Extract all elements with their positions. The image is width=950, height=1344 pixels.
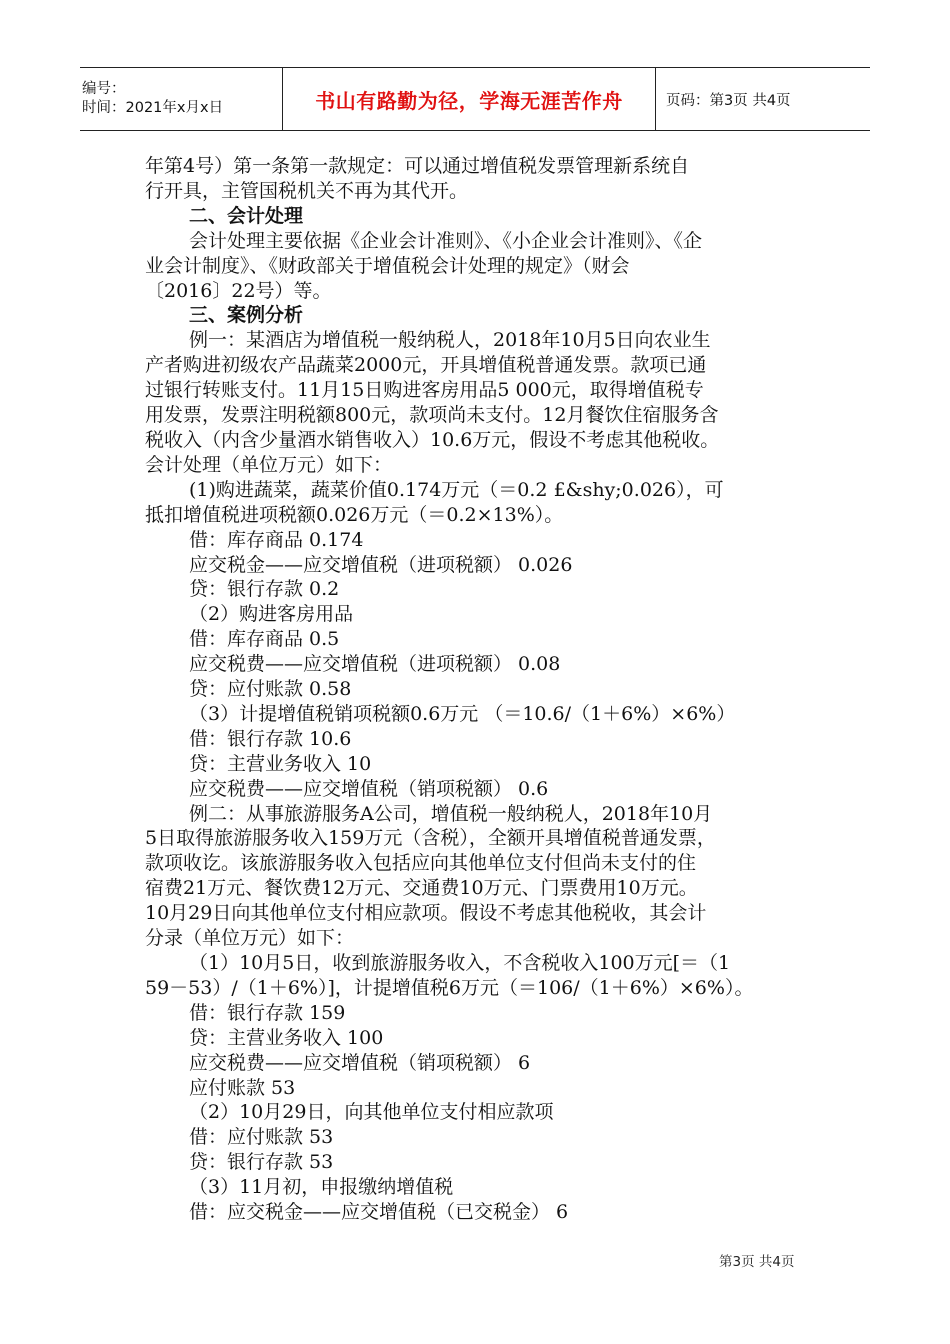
journal-entry: 借：库存商品 0.5: [189, 628, 340, 651]
header-meta: [80, 68, 283, 130]
journal-entry: 贷：主营业务收入 100: [189, 1026, 384, 1049]
section-heading: 三、案例分析: [189, 304, 304, 327]
text-line: （3）11月初，申报缴纳增值税: [189, 1176, 454, 1199]
text-line: （1）10月5日，收到旅游服务收入，不含税收入100万元[＝（1: [189, 952, 731, 974]
journal-entry: 应交税费——应交增值税（销项税额） 6: [189, 1051, 531, 1074]
journal-entry: 借：银行存款 159: [189, 1001, 346, 1024]
serial-label: 编号：: [82, 81, 126, 97]
text-line: (1)购进蔬菜，蔬菜价值0.174万元（＝0.2 £&shy;0.026），可: [189, 478, 724, 501]
journal-entry: 贷：银行存款 53: [189, 1151, 334, 1174]
text-line: 业会计制度》、《财政部关于增值税会计处理的规定》（财会: [145, 254, 630, 277]
text-line: 宿费21万元、餐饮费12万元、交通费10万元、门票费用10万元。: [145, 877, 698, 900]
time-label: 时间：2021年x月x日: [82, 100, 224, 116]
text-line: 会计处理主要依据《企业会计准则》、《小企业会计准则》、《企: [189, 229, 703, 252]
journal-entry: 应付账款 53: [189, 1076, 296, 1099]
text-line: 过银行转账支付。11月15日购进客房用品5 000元，取得增值税专: [145, 379, 704, 402]
journal-entry: 贷：应付账款 0.58: [189, 678, 352, 701]
text-line: 产者购进初级农产品蔬菜2000元，开具增值税普通发票。款项已通: [145, 354, 707, 377]
header-page-info: 页码：第3页 共4页: [666, 92, 791, 109]
page-header: [80, 67, 870, 131]
text-line: 用发票，发票注明税额800元，款项尚未支付。12月餐饮住宿服务含: [145, 404, 719, 427]
text-line: （3）计提增值税销项税额0.6万元 （＝10.6/（1＋6%）×6%）: [189, 702, 736, 725]
text-line: 10月29日向其他单位支付相应款项。假设不考虑其他税收，其会计: [145, 902, 707, 925]
journal-entry: 借：银行存款 10.6: [189, 727, 352, 750]
text-line: 会计处理（单位万元）如下：: [145, 453, 393, 476]
text-line: 例一：某酒店为增值税一般纳税人，2018年10月5日向农业生: [189, 329, 711, 352]
journal-entry: 借：应交税金——应交增值税（已交税金） 6: [189, 1201, 569, 1224]
journal-entry: 借：库存商品 0.174: [189, 528, 364, 551]
text-line: 抵扣增值税进项税额0.026万元（＝0.2×13%）。: [145, 503, 564, 526]
text-line: 税收入（内含少量酒水销售收入）10.6万元，假设不考虑其他税收。: [145, 428, 720, 451]
text-line: （2）10月29日，向其他单位支付相应款项: [189, 1101, 554, 1124]
text-line: 款项收讫。该旅游服务收入包括应向其他单位支付但尚未支付的住: [145, 852, 697, 875]
page-footer: 第3页 共4页: [719, 1254, 795, 1270]
text-line: 59－53）/（1＋6%）]，计提增值税6万元（＝106/（1＋6%）×6%）。: [145, 976, 754, 999]
journal-entry: 应交税费——应交增值税（销项税额） 0.6: [189, 777, 549, 800]
journal-entry: 应交税金——应交增值税（进项税额） 0.026: [189, 553, 573, 576]
text-line: 5日取得旅游服务收入159万元（含税），全额开具增值税普通发票，: [145, 827, 716, 850]
text-line: 〔2016〕22号）等。: [145, 279, 332, 302]
text-line: 例二：从事旅游服务A公司，增值税一般纳税人，2018年10月: [189, 802, 713, 825]
journal-entry: 应交税费——应交增值税（进项税额） 0.08: [189, 653, 561, 676]
journal-entry: 贷：主营业务收入 10: [189, 752, 372, 775]
journal-entry: 借：应付账款 53: [189, 1126, 334, 1149]
section-heading: 二、会计处理: [189, 204, 304, 227]
document-body: [145, 154, 815, 1225]
text-line: 行开具，主管国税机关不再为其代开。: [145, 179, 469, 202]
text-line: 年第4号）第一条第一款规定：可以通过增值税发票管理新系统自: [145, 155, 690, 177]
text-line: 分录（单位万元）如下：: [145, 927, 355, 950]
header-motto: 书山有路勤为径，学海无涯苦作舟: [283, 68, 656, 130]
text-line: （2）购进客房用品: [189, 603, 354, 626]
journal-entry: 贷：银行存款 0.2: [189, 578, 340, 601]
